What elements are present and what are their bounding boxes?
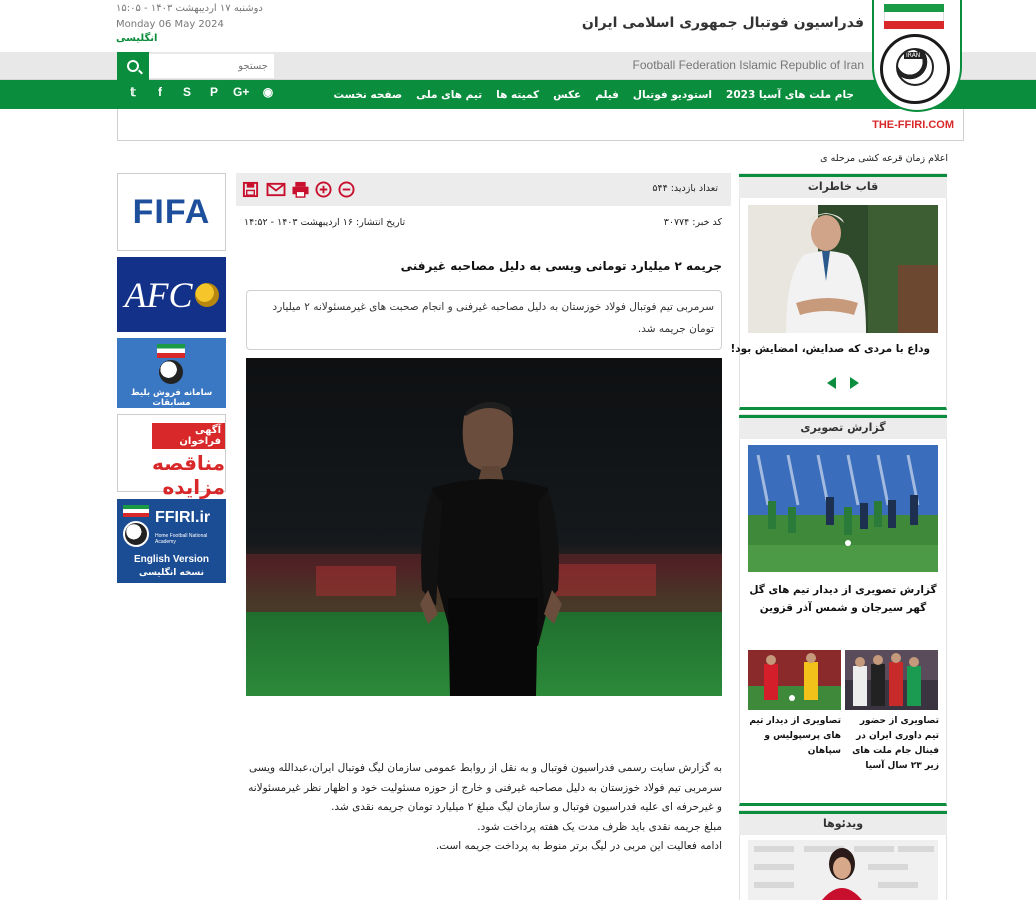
skype-icon[interactable]: S	[182, 85, 191, 99]
ffiri-site-name: FFIRI.ir	[155, 509, 211, 526]
photo-report-main-caption[interactable]: گزارش تصویری از دیدار تیم های گل گهر سیرجان و شمس آذر قزوین	[749, 584, 937, 614]
ticket-sales-label: سامانه فروش بلیط مسابقات	[130, 388, 213, 408]
rss-icon[interactable]: ◉	[262, 85, 274, 99]
google-plus-icon[interactable]: G+	[233, 85, 250, 99]
facebook-icon[interactable]: f	[158, 85, 162, 99]
search-input[interactable]	[149, 54, 274, 78]
nav-item-videos[interactable]: فیلم	[595, 88, 619, 101]
prev-arrow-icon[interactable]	[827, 377, 836, 389]
sponsor-ticket-sales[interactable]	[117, 338, 226, 408]
pinterest-icon[interactable]: P	[209, 85, 218, 99]
article-photo[interactable]	[246, 358, 722, 696]
photo-report-thumb-referees[interactable]	[845, 650, 938, 710]
tender-label: مناقصه مزایده	[152, 451, 225, 499]
domain-link[interactable]: THE-FFIRI.COM	[872, 119, 954, 131]
memoir-caption[interactable]: وداع با مردی که صدایش، امضایش بود!	[730, 343, 930, 355]
afc-ball-icon	[195, 283, 219, 307]
nav-item-national-teams[interactable]: تیم های ملی	[416, 88, 483, 101]
search-button[interactable]	[117, 52, 149, 80]
federation-logo[interactable]	[872, 0, 962, 112]
logo-badge: IRAN	[906, 52, 921, 59]
video-thumbnail[interactable]	[748, 840, 938, 900]
next-arrow-icon[interactable]	[850, 377, 859, 389]
english-version-label: English Version	[133, 554, 210, 565]
flag-icon	[157, 344, 185, 358]
publish-date: تاریخ انتشار: ۱۶ اردیبهشت ۱۴۰۳ - ۱۴:۵۲	[244, 217, 406, 228]
photo-report-main-image[interactable]	[748, 445, 938, 572]
photo-report-thumb-referees-caption[interactable]: تصاویری از حضور تیم داوری ایران در فینال جام ملت های زیر ۲۳ سال آسیا	[852, 716, 939, 771]
date-english: Monday 06 May 2024	[116, 19, 224, 30]
article-lead: سرمربی تیم فوتبال فولاد خوزستان به دلیل مصاحبه غیرفنی و انجام صحبت های غیرمسئولانه ۲ میلیارد تومان جریمه شد.	[272, 301, 714, 335]
site-title[interactable]: فدراسیون فوتبال جمهوری اسلامی ایران	[581, 15, 864, 31]
football-icon	[123, 521, 149, 547]
english-version-label-fa: نسخه انگلیسی	[139, 568, 204, 578]
view-count: تعداد بازدید: ۵۴۴	[652, 183, 718, 194]
football-icon	[159, 360, 183, 384]
article-paragraph: به گزارش سایت رسمی فدراسیون فوتبال و به نقل از روابط عمومی سازمان لیگ فوتبال ایران،عبدالله ویسی سرمربی تیم فولاد خوزستان به دلیل مصاحبه غیرفنی و خارج از حوزه مسئولیت خود و اظهار نظر غیرمسئولانه و غیرحرفه ای علیه فدراسیون فوتبال و سازمان لیگ مبلغ ۲ میلیارد تومان جریمه نقدی شد.	[248, 762, 722, 813]
twitter-icon[interactable]: 𝕥	[130, 85, 136, 99]
print-icon[interactable]	[291, 181, 310, 198]
afc-logo: AFC	[124, 274, 193, 315]
nav-item-home[interactable]: صفحه نخست	[333, 88, 403, 101]
flag-icon	[123, 505, 149, 517]
social-links	[125, 85, 276, 99]
photo-report-title: گزارش تصویری	[739, 415, 947, 439]
photo-report-thumb-persepolis[interactable]	[748, 650, 841, 710]
ffiri-subtitle: Home Football National Academy	[155, 533, 208, 545]
article-body	[244, 759, 722, 857]
article-title: جریمه ۲ میلیارد تومانی ویسی به دلیل مصاحبه غیرفنی	[400, 259, 722, 273]
photo-report-thumb-persepolis-caption[interactable]: تصاویری از دیدار تیم های پرسپولیس و سپاهان	[749, 716, 841, 756]
sponsor-afc[interactable]	[117, 257, 226, 332]
nav-item-committees[interactable]: کمیته ها	[496, 88, 540, 101]
main-nav	[334, 80, 855, 109]
site-title-english: Football Federation Islamic Republic of Iran	[632, 58, 864, 72]
article-paragraph: مبلغ جریمه نقدی باید ظرف مدت یک هفته پرداخت شود.	[477, 820, 722, 833]
date-persian: دوشنبه ۱۷ اردیبهشت ۱۴۰۳ - ۱۵:۰۵	[116, 3, 263, 14]
banner-strip	[117, 109, 964, 141]
flag-stripe-white	[884, 12, 944, 21]
save-icon[interactable]	[242, 181, 259, 198]
sponsor-tender[interactable]	[117, 414, 226, 499]
email-icon[interactable]	[266, 181, 286, 198]
memoir-box-title: قاب خاطرات	[739, 174, 947, 198]
flag-stripe-green	[884, 4, 944, 12]
videos-title: ویدئوها	[739, 811, 947, 835]
news-code: کد خبر: ۳۰۷۷۴	[663, 217, 722, 228]
english-language-link[interactable]: انگلیسی	[116, 33, 158, 44]
nav-item-photos[interactable]: عکس	[553, 88, 582, 101]
tender-badge: آگهی فراخوان	[152, 423, 225, 449]
zoom-in-icon[interactable]	[315, 181, 332, 198]
news-ticker[interactable]: اعلام زمان قرعه کشی مرحله ی	[820, 153, 948, 164]
zoom-out-icon[interactable]	[338, 181, 355, 198]
flag-stripe-red	[884, 21, 944, 29]
memoir-photo[interactable]	[748, 205, 938, 333]
nav-item-asian-cup[interactable]: جام ملت های آسیا 2023	[726, 88, 854, 101]
nav-item-football-studio[interactable]: استودیو فوتبال	[632, 88, 713, 101]
search-icon	[127, 60, 139, 72]
sponsor-ffiri-english[interactable]	[117, 499, 226, 583]
sponsor-fifa[interactable]	[117, 173, 226, 251]
fifa-logo: FIFA	[132, 192, 211, 231]
article-paragraph: ادامه فعالیت این مربی در لیگ برتر منوط به پرداخت جریمه است.	[435, 840, 722, 852]
